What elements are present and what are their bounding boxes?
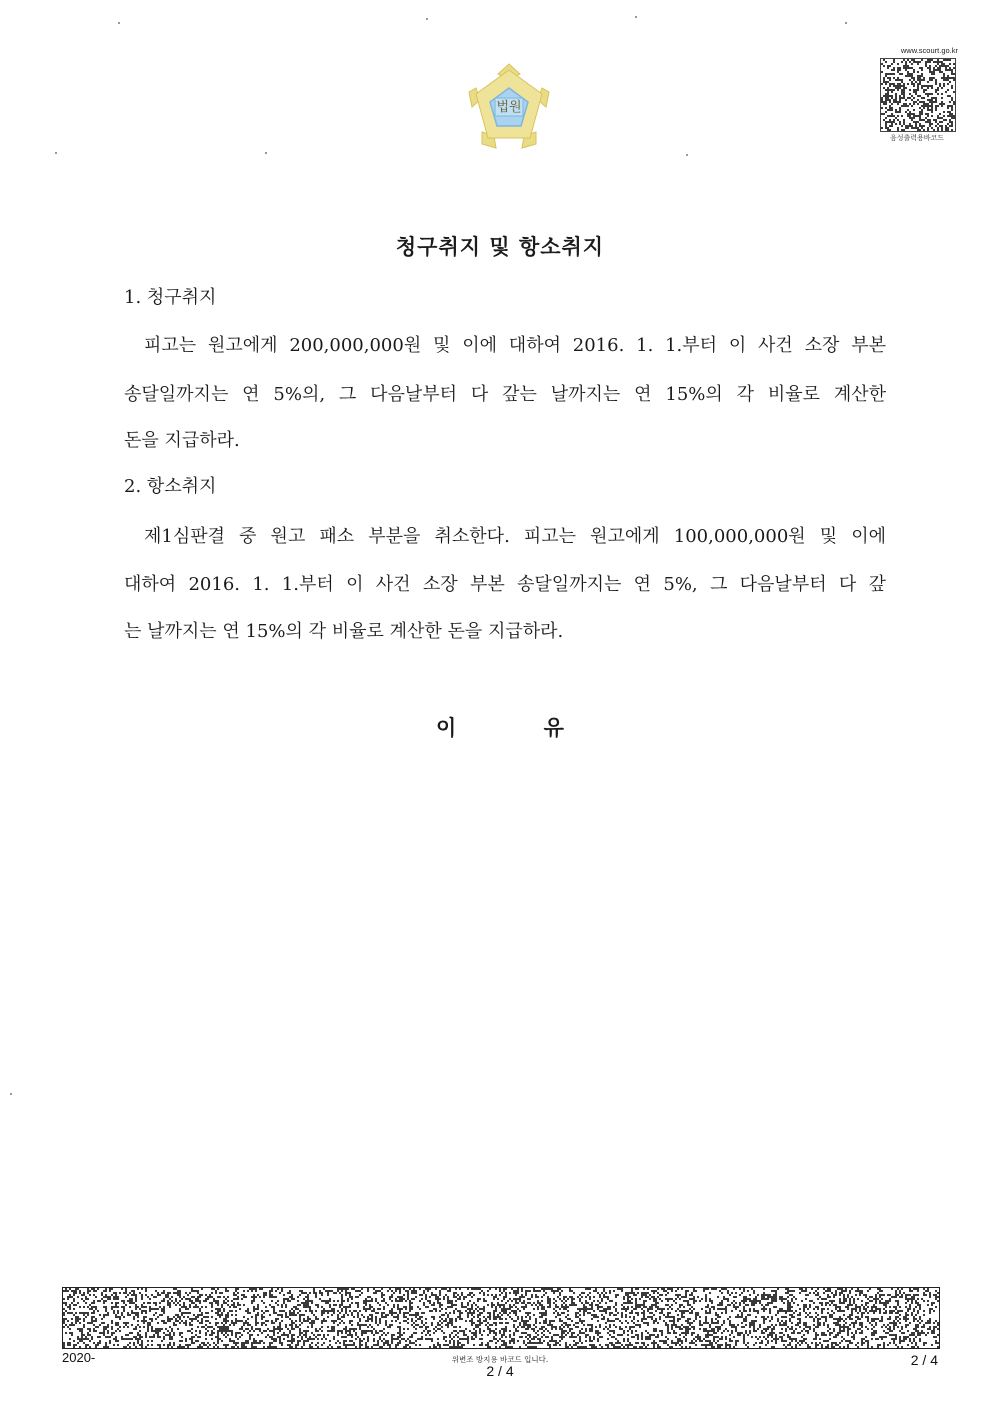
section-heading-claim: 1. 청구취지 (124, 287, 217, 308)
case-number-prefix: 2020- (62, 1350, 96, 1365)
scan-speck (845, 22, 847, 24)
voice-output-barcode (880, 58, 956, 132)
anti-forgery-barcode (62, 1287, 940, 1349)
scan-speck (426, 18, 428, 20)
court-emblem (462, 62, 556, 154)
barcode-pattern (63, 1288, 939, 1348)
scan-speck (10, 1093, 12, 1095)
barcode-caption: 음성출력용바코드 (889, 134, 945, 142)
scan-speck (635, 16, 637, 18)
reasons-heading (0, 712, 1000, 742)
emblem-label: 법원 (496, 100, 522, 115)
paragraph-line: 송달일까지는 연 5%의, 그 다음날부터 다 갚는 날까지는 연 15%의 각 비율로 계산한 (124, 384, 886, 405)
barcode-note: 위변조 방지용 바코드 입니다. (451, 1355, 549, 1364)
scan-speck (265, 152, 267, 154)
paragraph-line: 돈을 지급하라. (124, 430, 240, 451)
paragraph-line: 피고는 원고에게 200,000,000원 및 이에 대하여 2016. 1. 1.부터 이 사건 소장 부본 (144, 335, 886, 356)
page-number-right: 2 / 4 (910, 1352, 938, 1368)
paragraph-line: 대하여 2016. 1. 1.부터 이 사건 소장 부본 송달일까지는 연 5%, 그 다음날부터 다 갚 (124, 574, 886, 595)
paragraph-line: 는 날까지는 연 15%의 각 비율로 계산한 돈을 지급하라. (124, 621, 564, 642)
scan-speck (118, 22, 120, 24)
section-heading-appeal: 2. 항소취지 (124, 476, 217, 497)
page-number: 2 / 4 (486, 1363, 514, 1379)
barcode-pattern (881, 59, 955, 131)
scan-speck (686, 154, 688, 156)
reasons-heading-char: 유 (543, 716, 564, 740)
document-title: 청구취지 및 항소취지 (395, 235, 605, 259)
court-url: www.scourt.go.kr (900, 46, 958, 55)
paragraph-line: 제1심판결 중 원고 패소 부분을 취소한다. 피고는 원고에게 100,000,000원 및 이에 (144, 526, 886, 547)
scan-speck (55, 152, 57, 154)
reasons-heading-char: 이 (436, 716, 457, 740)
